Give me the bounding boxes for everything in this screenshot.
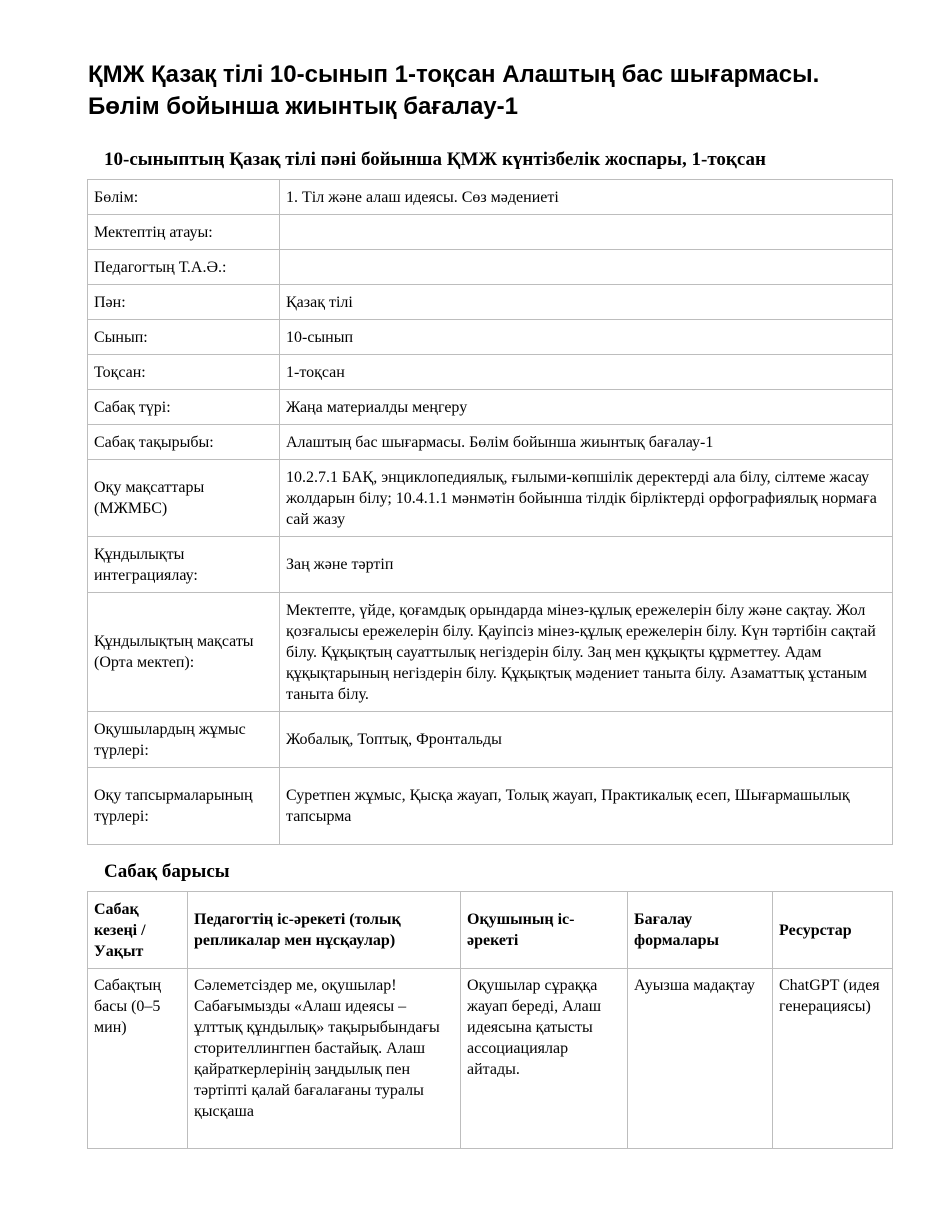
info-value: Жаңа материалды меңгеру: [280, 390, 893, 425]
header-resources: Ресурстар: [773, 892, 893, 969]
table-row: [88, 969, 893, 1149]
info-value: Қазақ тілі: [280, 285, 893, 320]
info-label: Сынып:: [88, 320, 280, 355]
info-label: Құндылықтың мақсаты (Орта мектеп):: [88, 593, 280, 712]
cell-resources: ChatGPT (идея генерациясы): [773, 969, 893, 1149]
cell-student: Оқушылар сұраққа жауап береді, Алаш идеясына қатысты ассоциациялар айтады.: [461, 969, 628, 1149]
info-label: Оқу тапсырмаларының түрлері:: [88, 768, 280, 845]
info-label: Тоқсан:: [88, 355, 280, 390]
info-row: [88, 250, 893, 285]
info-label: Пән:: [88, 285, 280, 320]
info-table: [87, 179, 893, 845]
lesson-table: [87, 891, 893, 1149]
info-value: 10-сынып: [280, 320, 893, 355]
cell-teacher: Сәлеметсіздер ме, оқушылар! Сабағымызды «Алаш идеясы – ұлттық құндылық» тақырыбындағы сторителлингпен бастайық. Алаш қайраткерлерінің заңдылық пен тәртіпті қалай бағалағаны туралы қысқаша: [188, 969, 461, 1149]
info-value: 1-тоқсан: [280, 355, 893, 390]
info-row: [88, 425, 893, 460]
info-value: Заң және тәртіп: [280, 537, 893, 593]
info-value: 10.2.7.1 БАҚ, энциклопедиялық, ғылыми-көпшілік деректерді ала білу, сілтеме жасау жолдарын білу; 10.4.1.1 мәнмәтін бойынша тілдік бірліктерді орфографиялық нормаға сай жазу: [280, 460, 893, 537]
header-teacher: Педагогтің іс-әрекеті (толық репликалар мен нұсқаулар): [188, 892, 461, 969]
plan-heading: 10-сыныптың Қазақ тілі пәні бойынша ҚМЖ күнтізбелік жоспары, 1-тоқсан: [104, 149, 766, 170]
info-value: Мектепте, үйде, қоғамдық орындарда мінез-құлық ережелерін білу және сақтау. Жол қозғалысы ережелерін білу. Қауіпсіз мінез-құлық ережелерін білу. Күн тәртібін сақтай білу. Құқықтың сауаттылық негіздерін білу. Заң мен құқықты құрметтеу. Адам құқықтарының негіздерін білу. Құқықтық мәдениет таныта білу. Азаматтық ұстаным таныта білу.: [280, 593, 893, 712]
info-label: Сабақ түрі:: [88, 390, 280, 425]
header-student: Оқушының іс-әрекеті: [461, 892, 628, 969]
info-row: [88, 593, 893, 712]
info-value: Суретпен жұмыс, Қысқа жауап, Толық жауап, Практикалық есеп, Шығармашылық тапсырма: [280, 768, 893, 845]
info-row: [88, 390, 893, 425]
document-title: ҚМЖ Қазақ тілі 10-сынып 1-тоқсан Алаштың бас шығармасы. Бөлім бойынша жиынтық бағалау-1: [88, 61, 820, 120]
info-value: [280, 215, 893, 250]
info-row: [88, 180, 893, 215]
info-row: [88, 215, 893, 250]
info-row: [88, 285, 893, 320]
header-assessment: Бағалау формалары: [628, 892, 773, 969]
cell-assessment: Ауызша мадақтау: [628, 969, 773, 1149]
info-row: [88, 460, 893, 537]
info-row: [88, 537, 893, 593]
cell-stage: Сабақтың басы (0–5 мин): [88, 969, 188, 1149]
info-row: [88, 355, 893, 390]
info-value: Жобалық, Топтық, Фронтальды: [280, 712, 893, 768]
info-row: [88, 320, 893, 355]
lesson-header-row: [88, 892, 893, 969]
lesson-heading: Сабақ барысы: [104, 861, 230, 882]
info-value: [280, 250, 893, 285]
info-label: Оқу мақсаттары (МЖМБС): [88, 460, 280, 537]
info-label: Құндылықты интеграциялау:: [88, 537, 280, 593]
info-label: Оқушылардың жұмыс түрлері:: [88, 712, 280, 768]
info-label: Педагогтың Т.А.Ә.:: [88, 250, 280, 285]
info-value: Алаштың бас шығармасы. Бөлім бойынша жиынтық бағалау-1: [280, 425, 893, 460]
info-label: Бөлім:: [88, 180, 280, 215]
header-stage: Сабақ кезеңі / Уақыт: [88, 892, 188, 969]
info-row: [88, 768, 893, 845]
info-row: [88, 712, 893, 768]
info-label: Мектептің атауы:: [88, 215, 280, 250]
info-value: 1. Тіл және алаш идеясы. Сөз мәдениеті: [280, 180, 893, 215]
info-label: Сабақ тақырыбы:: [88, 425, 280, 460]
